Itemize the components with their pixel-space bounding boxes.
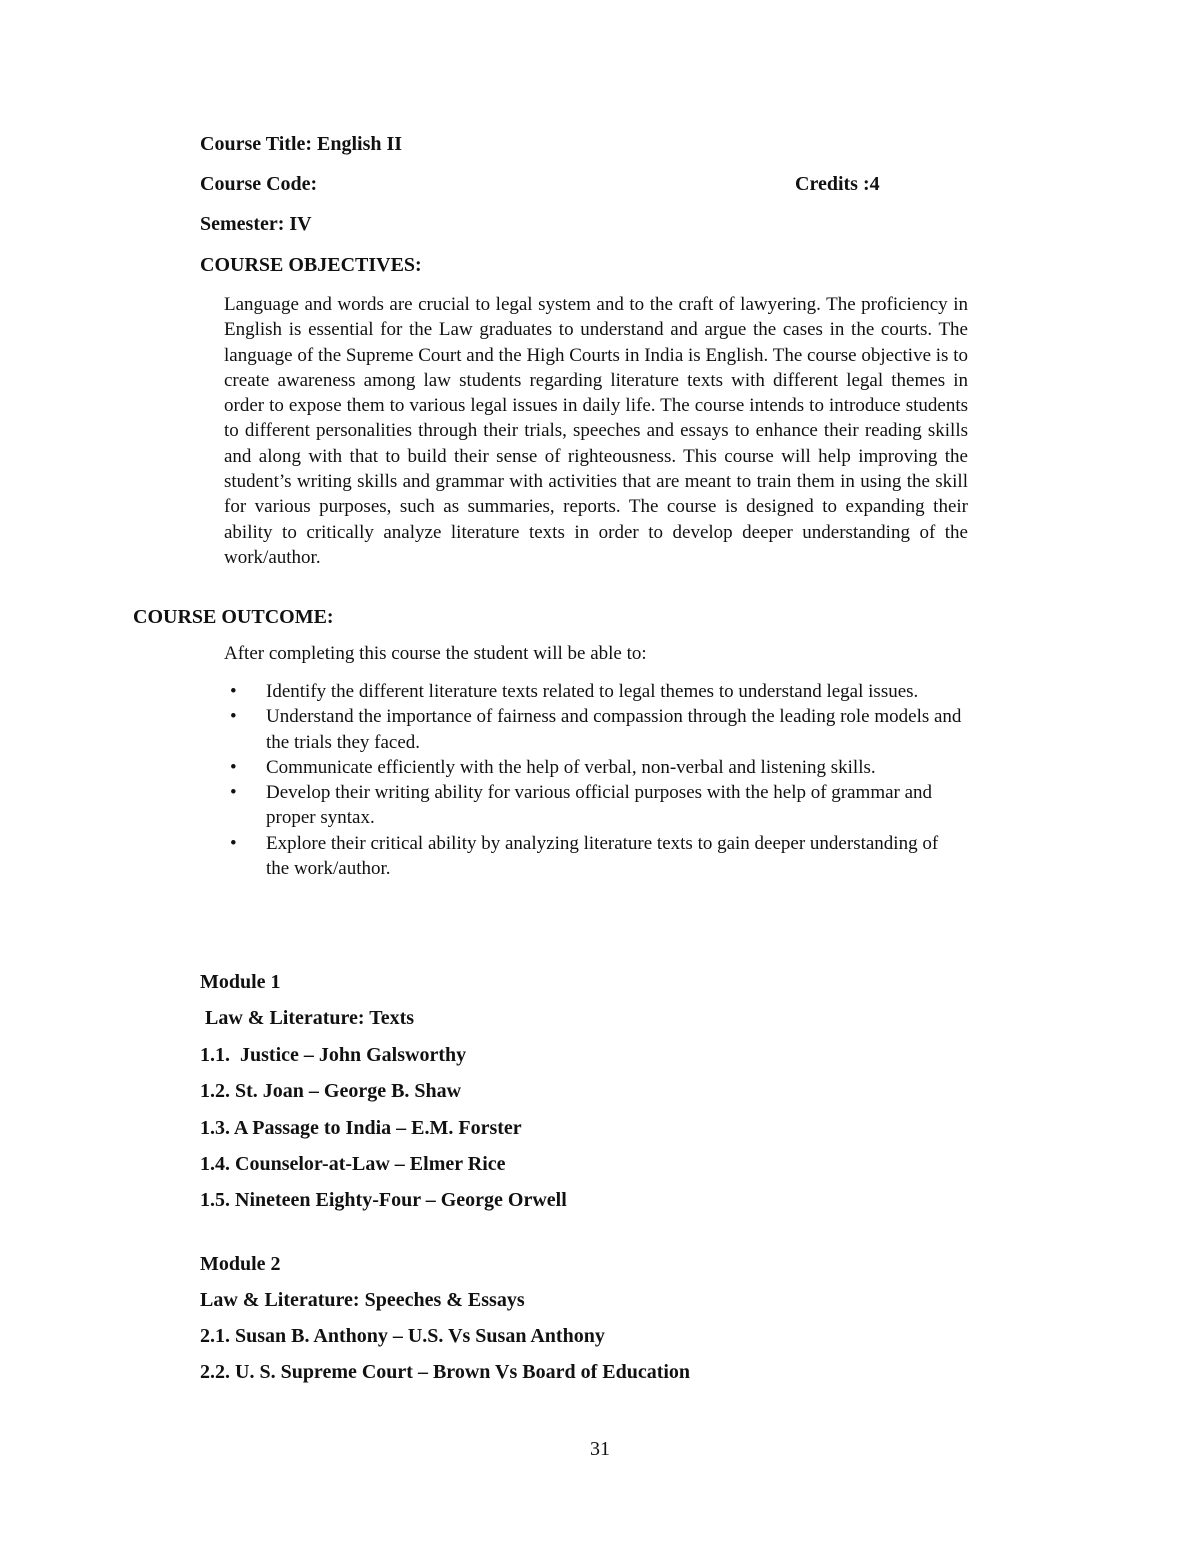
outcome-item: • Identify the different literature texts related to legal themes to understand legal issues.: [226, 679, 966, 704]
objectives-heading: COURSE OBJECTIVES:: [200, 254, 422, 276]
module1-item: 1.5. Nineteen Eighty-Four – George Orwell: [200, 1189, 567, 1211]
semester: Semester: IV: [200, 213, 312, 235]
module1-item: 1.2. St. Joan – George B. Shaw: [200, 1080, 462, 1102]
outcome-item: • Explore their critical ability by analyzing literature texts to gain deeper understanding of the work/author.: [226, 831, 966, 882]
module1-subtitle: Law & Literature: Texts: [205, 1007, 415, 1029]
module2-subtitle: Law & Literature: Speeches & Essays: [200, 1289, 525, 1311]
module1-item: 1.1. Justice – John Galsworthy: [200, 1044, 467, 1066]
outcome-intro: After completing this course the student will be able to:: [224, 643, 647, 664]
outcome-list: [226, 679, 966, 881]
objectives-body: [224, 292, 968, 570]
outcome-heading: COURSE OUTCOME:: [133, 606, 334, 628]
objectives-text: Language and words are crucial to legal system and to the craft of lawyering. The proficiency in English is essential for the Law graduates to understand and argue the cases in the courts. The language of the Supreme Court and the High Courts in India is English. The course objective is to create awareness among law students regarding literature texts with different legal themes in order to expose them to various legal issues in daily life. The course intends to introduce students to different personalities through their trials, speeches and essays to enhance their reading skills and along with that to build their sense of righteousness. This course will help improving the student’s writing skills and grammar with activities that are meant to train them in using the skill for various purposes, such as summaries, reports. The course is designed to expanding their ability to critically analyze literature texts in order to develop deeper understanding of the work/author.: [224, 294, 968, 568]
course-code: Course Code:: [200, 173, 318, 195]
page-number: 31: [590, 1438, 610, 1460]
module1-title: Module 1: [200, 971, 281, 993]
module2-title: Module 2: [200, 1253, 281, 1275]
module1-item: 1.4. Counselor-at-Law – Elmer Rice: [200, 1153, 506, 1175]
module2-item: 2.2. U. S. Supreme Court – Brown Vs Board of Education: [200, 1361, 691, 1383]
course-title: Course Title: English II: [200, 133, 403, 155]
outcome-item: • Understand the importance of fairness and compassion through the leading role models and the trials they faced.: [226, 704, 966, 755]
module1-item: 1.3. A Passage to India – E.M. Forster: [200, 1117, 522, 1139]
credits: Credits :4: [795, 173, 880, 195]
outcome-item: • Develop their writing ability for various official purposes with the help of grammar and proper syntax.: [226, 780, 966, 831]
module2-item: 2.1. Susan B. Anthony – U.S. Vs Susan Anthony: [200, 1325, 605, 1347]
outcome-item: • Communicate efficiently with the help of verbal, non-verbal and listening skills.: [226, 755, 966, 780]
